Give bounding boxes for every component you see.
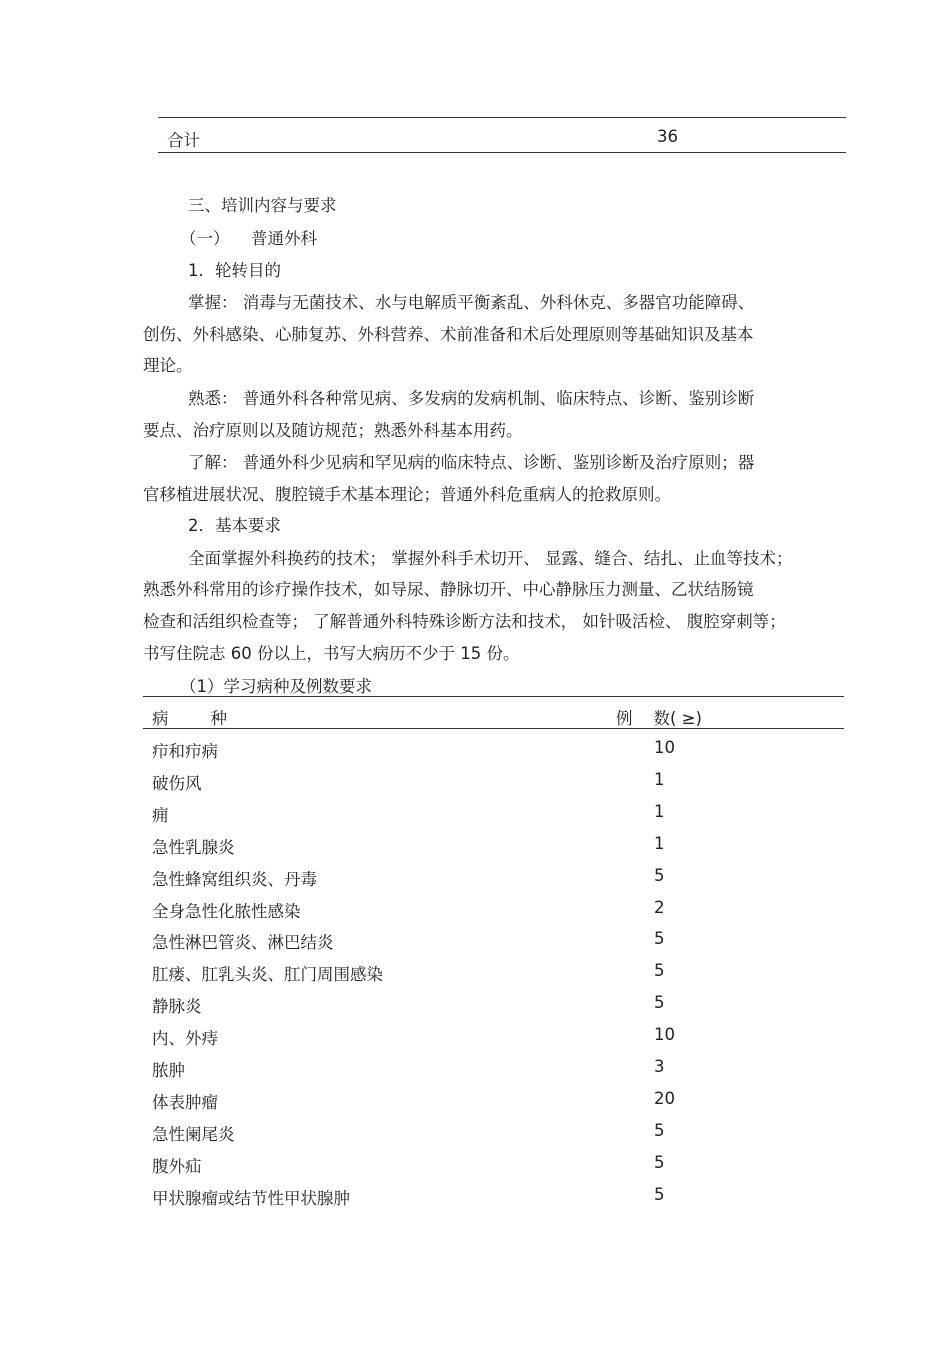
case-count: 10 bbox=[654, 1025, 675, 1045]
disease-name: 急性阑尾炎 bbox=[152, 1124, 235, 1144]
basic-line-1: 全面掌握外科换药的技术； 掌握外科手术切开、 显露、缝合、结扎、止血等技术； bbox=[188, 549, 793, 568]
basic-line-3: 检查和活组织检查等； 了解普通外科特殊诊断方法和技术， 如针吸活检、 腹腔穿刺等； bbox=[143, 612, 786, 631]
case-count: 5 bbox=[654, 929, 665, 949]
total-label: 合计 bbox=[167, 131, 200, 150]
disease-name: 内、外痔 bbox=[152, 1029, 218, 1049]
table-row bbox=[152, 1121, 712, 1145]
disease-name: 破伤风 bbox=[152, 773, 202, 793]
master-line-1: 掌握： 消毒与无菌技术、水与电解质平衡紊乱、外科休克、多器官功能障碍、 bbox=[188, 293, 755, 312]
disease-name: 腹外疝 bbox=[152, 1156, 202, 1176]
table-row bbox=[152, 802, 712, 826]
case-count: 5 bbox=[654, 961, 665, 981]
disease-name: 全身急性化脓性感染 bbox=[152, 901, 301, 921]
disease-name: 急性蜂窝组织炎、丹毒 bbox=[152, 869, 317, 889]
disease-name: 静脉炎 bbox=[152, 997, 202, 1017]
master-line-3: 理论。 bbox=[143, 356, 193, 375]
table-row bbox=[152, 1089, 712, 1113]
table-row bbox=[152, 929, 712, 953]
table-header-disease: 病 种 bbox=[152, 709, 227, 728]
table-row bbox=[152, 1185, 712, 1209]
familiar-line-1: 熟悉： 普通外科各种常见病、多发病的发病机制、临床特点、诊断、鉴别诊断 bbox=[188, 389, 755, 408]
disease-name: 体表肿瘤 bbox=[152, 1092, 218, 1112]
table-header-rule bbox=[143, 728, 844, 729]
case-count: 1 bbox=[654, 769, 665, 789]
table-row bbox=[152, 993, 712, 1017]
case-count: 5 bbox=[654, 1152, 665, 1172]
case-count: 5 bbox=[654, 865, 665, 885]
disease-name: 疖和疖病 bbox=[152, 742, 218, 761]
item2-heading: 2．基本要求 bbox=[188, 516, 281, 535]
table-header-count: 例 数( ≥) bbox=[616, 709, 702, 728]
disease-name: 甲状腺瘤或结节性甲状腺肿 bbox=[152, 1188, 350, 1208]
master-line-2: 创伤、外科感染、心肺复苏、外科营养、术前准备和术后处理原则等基础知识及基本 bbox=[143, 325, 754, 344]
case-count: 3 bbox=[654, 1057, 665, 1076]
section-heading: 三、培训内容与要求 bbox=[188, 196, 337, 215]
understand-line-1: 了解： 普通外科少见病和罕见病的临床特点、诊断、鉴别诊断及治疗原则；器 bbox=[188, 453, 755, 472]
familiar-line-2: 要点、治疗原则以及随访规范；熟悉外科基本用药。 bbox=[143, 421, 523, 440]
case-count: 2 bbox=[654, 897, 665, 917]
basic-line-2: 熟悉外科常用的诊疗操作技术，如导尿、静脉切开、中心静脉压力测量、乙状结肠镜 bbox=[143, 580, 754, 599]
item1-heading: 1．轮转目的 bbox=[188, 261, 281, 280]
table-row bbox=[152, 1153, 712, 1177]
table-row bbox=[152, 1025, 712, 1049]
disease-name: 肛瘘、肛乳头炎、肛门周围感染 bbox=[152, 965, 383, 985]
case-count: 1 bbox=[654, 801, 665, 821]
subsection-title: 普通外科 bbox=[251, 229, 317, 248]
total-bottom-rule bbox=[158, 152, 846, 153]
disease-name: 痈 bbox=[152, 805, 169, 825]
case-count: 5 bbox=[654, 1120, 665, 1140]
case-count: 20 bbox=[654, 1088, 675, 1108]
case-count: 10 bbox=[654, 738, 675, 757]
table-top-rule bbox=[143, 696, 844, 697]
basic-line-4: 书写住院志 60 份以上，书写大病历不少于 15 份。 bbox=[143, 644, 520, 663]
subsection-number: （一） bbox=[180, 229, 230, 248]
disease-name: 急性淋巴管炎、淋巴结炎 bbox=[152, 933, 334, 953]
table-row bbox=[152, 866, 712, 890]
disease-name: 脓肿 bbox=[152, 1061, 185, 1080]
understand-line-2: 官移植进展状况、腹腔镜手术基本理论；普通外科危重病人的抢救原则。 bbox=[143, 485, 671, 504]
table-row bbox=[152, 898, 712, 922]
table-row bbox=[152, 961, 712, 985]
case-count: 1 bbox=[654, 833, 665, 853]
table-row bbox=[152, 1057, 712, 1081]
table-caption: （1）学习病种及例数要求 bbox=[180, 677, 372, 696]
table-row bbox=[152, 834, 712, 858]
total-value: 36 bbox=[657, 127, 678, 146]
case-count: 5 bbox=[654, 993, 665, 1013]
case-count: 5 bbox=[654, 1184, 665, 1204]
disease-name: 急性乳腺炎 bbox=[152, 837, 235, 857]
table-row bbox=[152, 738, 712, 762]
total-top-rule bbox=[158, 117, 846, 118]
table-row bbox=[152, 770, 712, 794]
